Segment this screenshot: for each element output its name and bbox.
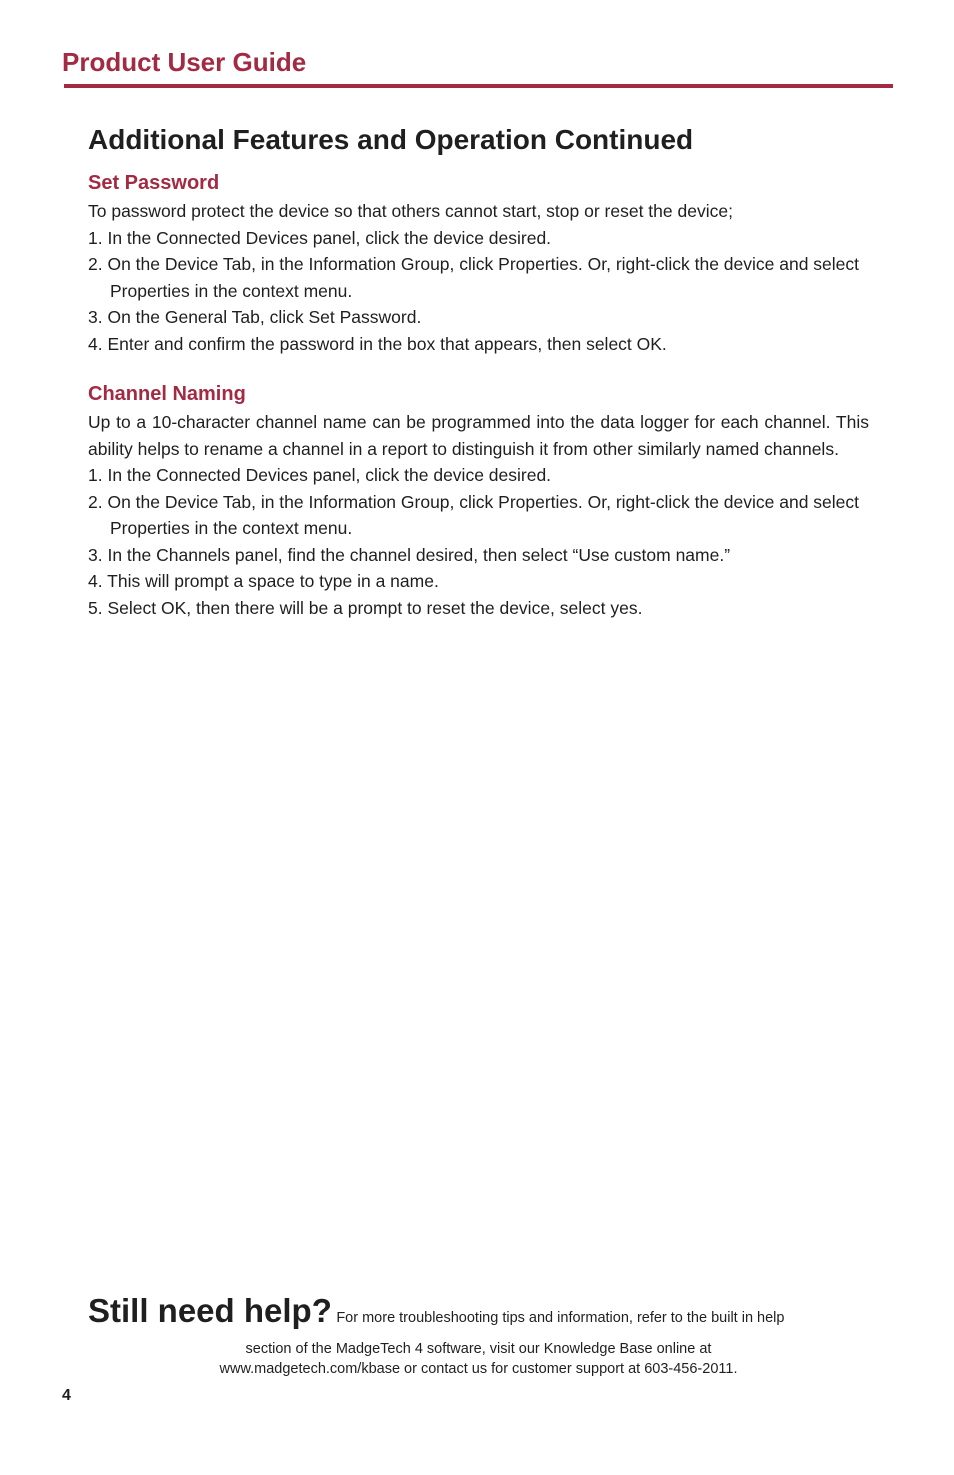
- help-text-line3: www.madgetech.com/kbase or contact us for customer support at 603-456-2011.: [219, 1361, 738, 1377]
- page-heading: Additional Features and Operation Continued: [88, 124, 694, 155]
- list-item: 3. In the Channels panel, find the channel desired, then select “Use custom name.”: [88, 544, 731, 565]
- help-text-line2: section of the MadgeTech 4 software, visit our Knowledge Base online at: [245, 1341, 712, 1357]
- list-item: 2. On the Device Tab, in the Information Group, click Properties. Or, right-click the device and select Properties in the context menu.: [88, 254, 860, 301]
- help-callout: [88, 1290, 869, 1379]
- list-item: 1. In the Connected Devices panel, click the device desired.: [88, 465, 552, 485]
- section-title-channel-naming: Channel Naming: [88, 383, 246, 405]
- step-list: [88, 462, 869, 621]
- header-divider: [64, 84, 893, 88]
- step-list: [88, 225, 869, 358]
- main-content: [88, 122, 869, 621]
- help-first-line: [88, 1290, 869, 1339]
- help-text-line1: For more troubleshooting tips and information, refer to the built in help: [336, 1310, 785, 1326]
- list-item: 4. This will prompt a space to type in a name.: [88, 571, 439, 591]
- help-title: Still need help?: [88, 1292, 332, 1329]
- list-item: 3. On the General Tab, click Set Password.: [88, 307, 422, 327]
- set-password-section: [88, 170, 869, 357]
- list-item: 5. Select OK, then there will be a prompt to reset the device, select yes.: [88, 597, 643, 618]
- channel-naming-section: [88, 381, 869, 621]
- section-title-set-password: Set Password: [88, 172, 220, 194]
- section-spacer: [88, 357, 869, 381]
- list-item: 2. On the Device Tab, in the Information Group, click Properties. Or, right-click the device and select Properties in the context menu.: [88, 491, 860, 538]
- page-number: 4: [62, 1387, 71, 1404]
- section-intro: To password protect the device so that others cannot start, stop or reset the device;: [88, 201, 733, 221]
- list-item: 4. Enter and confirm the password in the box that appears, then select OK.: [88, 333, 667, 354]
- guide-title: Product User Guide: [62, 47, 307, 77]
- list-item: 1. In the Connected Devices panel, click the device desired.: [88, 227, 552, 248]
- section-intro: Up to a 10-character channel name can be programmed into the data logger for each channel. This ability helps to rename a channel in a report to distinguish it from other similarly named channels.: [88, 412, 869, 459]
